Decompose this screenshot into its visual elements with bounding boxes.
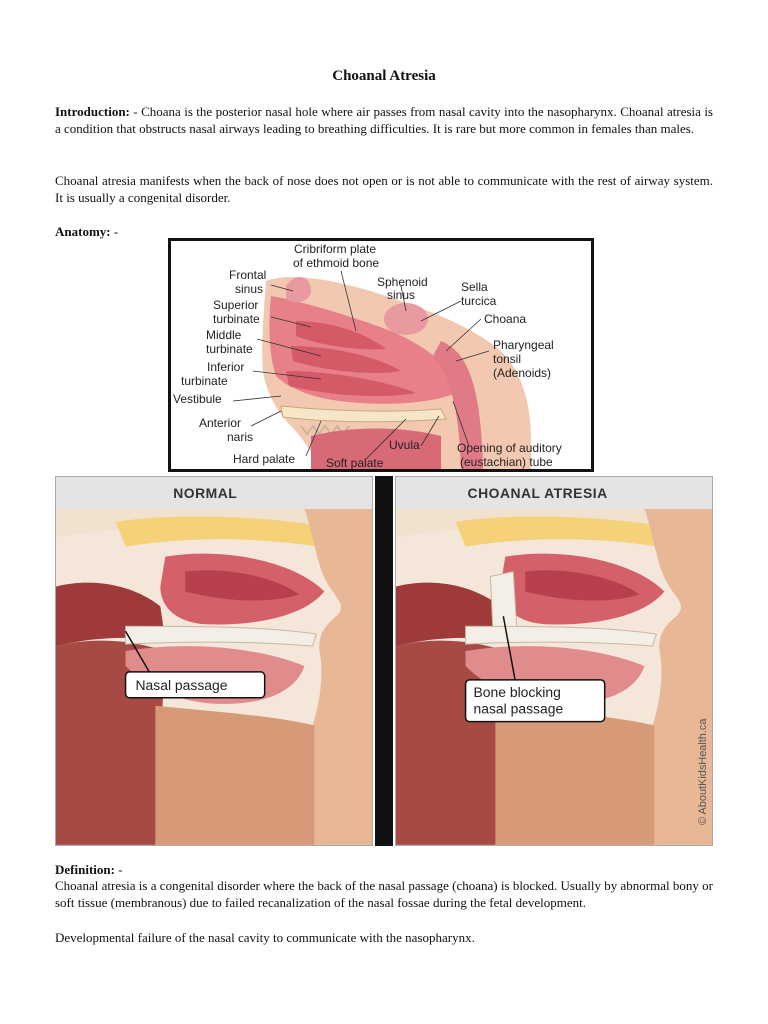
label-superior-2: turbinate: [213, 312, 260, 326]
label-frontal-1: Frontal: [229, 268, 267, 282]
sphenoid-sinus: [384, 303, 428, 335]
anatomy-suffix: -: [110, 224, 119, 239]
label-superior-1: Superior: [213, 298, 259, 312]
anatomy-label: Anatomy:: [55, 224, 111, 239]
figure-divider: [375, 476, 393, 846]
atresia-title: CHOANAL ATRESIA: [467, 485, 608, 502]
label-pharyngeal-1: Pharyngeal: [493, 338, 554, 352]
normal-panel: [55, 476, 373, 846]
manifestation-paragraph: Choanal atresia manifests when the back of nose does not open or is not able to communicate with the rest of airway system. It is usually a congenital disorder.: [55, 173, 713, 205]
label-anterior-1: Anterior: [199, 416, 242, 430]
introduction-label: Introduction:: [55, 104, 130, 119]
label-cribriform-1: Cribriform plate: [294, 242, 377, 256]
label-sphenoid-1: Sphenoid: [377, 275, 428, 289]
label-cribriform-2: of ethmoid bone: [293, 256, 380, 270]
anatomy-diagram-svg: [171, 241, 591, 469]
label-opening-2: (eustachian) tube: [460, 455, 553, 469]
atresia-callout-2: nasal passage: [473, 700, 564, 717]
label-frontal-2: sinus: [235, 282, 264, 296]
label-anterior-2: naris: [227, 430, 254, 444]
label-pharyngeal-3: (Adenoids): [493, 366, 552, 380]
atresia-panel: [395, 476, 713, 846]
label-opening-1: Opening of auditory: [457, 441, 562, 455]
label-inferior-1: Inferior: [207, 360, 245, 374]
label-sphenoid-2: sinus: [387, 288, 416, 302]
watermark: © AboutKidsHealth.ca: [697, 718, 710, 825]
atresia-callout-1: Bone blocking: [473, 683, 561, 700]
label-pharyngeal-2: tonsil: [493, 352, 522, 366]
label-choana: Choana: [484, 312, 527, 326]
label-sella-2: turcica: [461, 294, 497, 308]
anatomy-heading: [55, 224, 118, 241]
normal-callout: Nasal passage: [135, 676, 228, 693]
definition-paragraph: Choanal atresia is a congenital disorder where the back of the nasal passage (choana) is blocked. Usually by abnormal bony or soft tissue (membranous) due to failed recanalization of the nasal fossae during the fetal development.: [55, 878, 713, 910]
definition-label: Definition:: [55, 862, 115, 877]
anatomy-diagram: [168, 238, 594, 472]
comparison-figure: [55, 476, 713, 846]
atresia-panel-svg: [396, 477, 712, 845]
label-sella-1: Sella: [461, 280, 488, 294]
normal-panel-svg: [56, 477, 372, 845]
definition-suffix: -: [114, 862, 123, 877]
definition-paragraph-2: Developmental failure of the nasal cavity to communicate with the nasopharynx.: [55, 930, 475, 945]
label-uvula: Uvula: [389, 438, 420, 452]
label-soft-palate: Soft palate: [326, 456, 384, 469]
introduction-text: - Choana is the posterior nasal hole where air passes from nasal cavity into the nasopharynx. Choanal atresia is a condition that obstructs nasal airways leading to breathing difficulties. It is rare but more common in females than males.: [55, 104, 713, 136]
introduction-paragraph: [55, 104, 713, 137]
page-title: Choanal Atresia: [332, 68, 436, 84]
label-vestibule: Vestibule: [173, 392, 222, 406]
definition-heading: [55, 862, 123, 879]
label-middle-2: turbinate: [206, 342, 253, 356]
label-inferior-2: turbinate: [181, 374, 228, 388]
label-hard-palate: Hard palate: [233, 452, 296, 466]
label-middle-1: Middle: [206, 328, 242, 342]
normal-title: NORMAL: [173, 485, 238, 502]
